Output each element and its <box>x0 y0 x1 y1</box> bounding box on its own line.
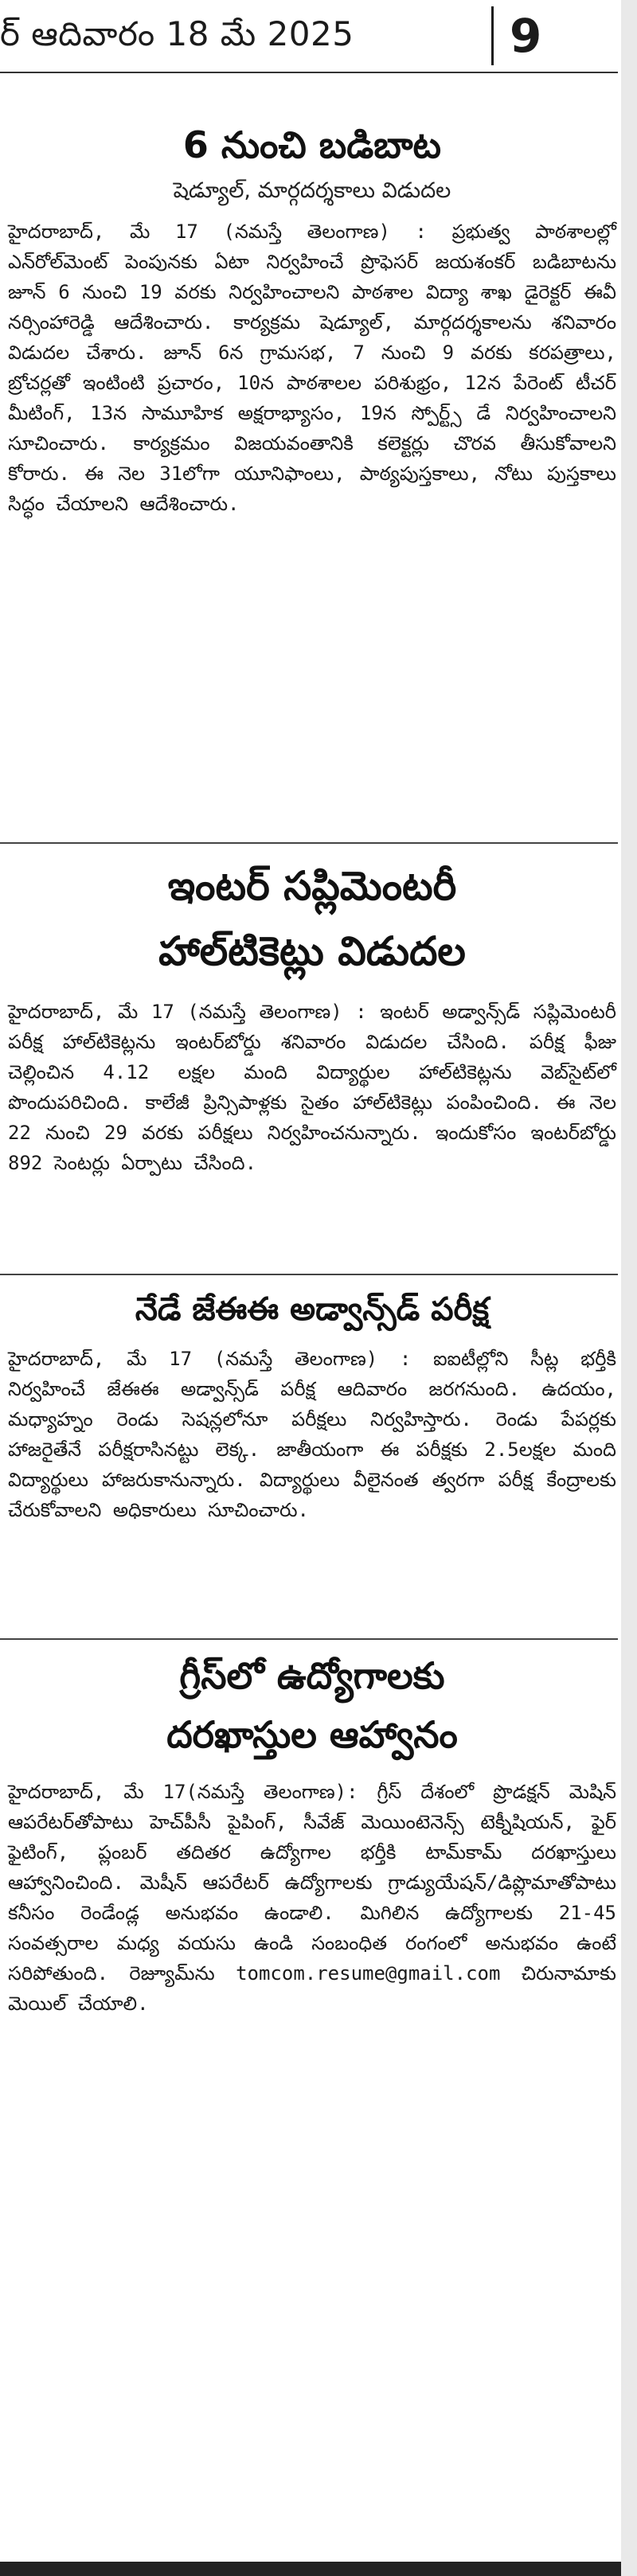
article-headline-line1: గ్రీస్‌లో ఉద్యోగాలకు <box>179 1654 445 1697</box>
article-body: హైదరాబాద్, మే 17(నమస్తే తెలంగాణ): గ్రీస్ దేశంలో ప్రొడక్షన్ మెషిన్ ఆపరేటర్‌తోపాటు హెచ్‌పీసీ పైపింగ్, సీవేజ్ మెయింటెనెన్స్ టెక్నీషియన్, ఫైర్ ఫైటింగ్, ప్లంబర్ తదితర ఉద్యోగాల భర్తీకి టామ్‌కామ్ దరఖాస్తులు ఆహ్వానించింది. మెషీన్ ఆపరేటర్ ఉద్యోగాలకు గ్రాడ్యుయేషన్/డిప్లొమాతోపాటు కనీసం రెండేండ్ల అనుభవం ఉండాలి. మిగిలిన ఉద్యోగాలకు 21-45 సంవత్సరాల మధ్య వయసు ఉండి సంబంధిత రంగంలో అనుభవం ఉంటే సరిపోతుంది. రెజ్యూమ్‌ను tomcom.resume@gmail.com చిరునామాకు మెయిల్ చేయాలి. <box>8 1781 616 2015</box>
article-divider <box>0 1274 618 1275</box>
article-body: హైదరాబాద్, మే 17 (నమస్తే తెలంగాణ) : ఇంటర్ అడ్వాన్స్‌డ్ సప్లిమెంటరీ పరీక్ష హాల్‌టికెట్లను ఇంటర్‌బోర్డు శనివారం విడుదల చేసింది. పరీక్ష ఫీజు చెల్లించిన 4.12 లక్షల మంది విద్యార్థుల హాల్‌టికెట్లను వెబ్‌సైట్‌లో పొందుపరిచింది. కాలేజీ ప్రిన్సిపాళ్లకు సైతం హాల్‌టికెట్లు పంపించింది. ఈ నెల 22 నుంచి 29 వరకు పరీక్షలు నిర్వహించనున్నారు. ఇందుకోసం ఇంటర్‌బోర్డు 892 సెంటర్లు ఏర్పాటు చేసింది. <box>8 1001 616 1174</box>
article-headline-line2: హాల్‌టికెట్లు విడుదల <box>158 928 466 974</box>
article-headline-line1: ఇంటర్ సప్లిమెంటరీ <box>167 863 457 909</box>
page-edge <box>621 0 637 2576</box>
header-rule <box>0 72 618 73</box>
next-page-strip <box>0 2562 621 2576</box>
article-body: హైదరాబాద్, మే 17 (నమస్తే తెలంగాణ) : ప్రభుత్వ పాఠశాలల్లో ఎన్‌రోల్‌మెంట్ పెంపునకు ఏటా నిర్వహించే ప్రొఫెసర్ జయశంకర్ బడిబాటను జూన్ 6 నుంచి 19 వరకు నిర్వహించాలని పాఠశాల విద్యా శాఖ డైరెక్టర్ ఈవీ నర్సింహారెడ్డి ఆదేశించారు. కార్యక్రమ షెడ్యూల్, మార్గదర్శకాలను శనివారం విడుదల చేశారు. జూన్ 6న గ్రామసభ, 7 నుంచి 9 వరకు కరపత్రాలు, బ్రోచర్లతో ఇంటింటి ప్రచారం, 10న పాఠశాలల పరిశుభ్రం, 12న పేరెంట్ టీచర్ మీటింగ్, 13న సామూహిక అక్షరాభ్యాసం, 19న స్పోర్ట్స్ డే నిర్వహించాలని సూచించారు. కార్యక్రమం విజయవంతానికి కలెక్టర్లు చొరవ తీసుకోవాలని కోరారు. ఈ నెల 31లోగా యూనిఫాంలు, పాఠ్యపుస్తకాలు, నోటు పుస్తకాలు సిద్ధం చేయాలని ఆదేశించారు. <box>8 221 616 515</box>
article-greece-jobs <box>8 1646 616 2019</box>
article-divider <box>0 842 618 844</box>
article-headline: 6 నుంచి బడిబాట <box>182 123 442 166</box>
edition-date: ర్ ఆదివారం 18 మే 2025 <box>0 14 354 53</box>
article-divider <box>0 1638 618 1640</box>
page-header <box>0 0 637 70</box>
article-badibata <box>8 119 616 519</box>
article-body: హైదరాబాద్, మే 17 (నమస్తే తెలంగాణ) : ఐఐటీల్లోని సీట్ల భర్తీకి నిర్వహించే జేఈఈ అడ్వాన్స్‌డ్ పరీక్ష ఆదివారం జరగనుంది. ఉదయం, మధ్యాహ్నం రెండు సెషన్లలోనూ పరీక్షలు నిర్వహిస్తారు. రెండు పేపర్లకు హాజరైతేనే పరీక్షరాసినట్టు లెక్క. జాతీయంగా ఈ పరీక్షకు 2.5లక్షల మంది విద్యార్థులు హాజరుకానున్నారు. విద్యార్థులు వీలైనంత త్వరగా పరీక్ష కేంద్రాలకు చేరుకోవాలని అధికారులు సూచించారు. <box>8 1348 617 1521</box>
article-subhead: షెడ్యూల్, మార్గదర్శకాలు విడుదల <box>173 178 451 203</box>
article-jee-advanced <box>8 1283 616 1525</box>
article-headline-line2: దరఖాస్తుల ఆహ్వానం <box>166 1713 458 1756</box>
article-inter-supplementary <box>8 853 616 1178</box>
page-number: 9 <box>510 9 542 63</box>
header-divider <box>491 6 494 65</box>
article-headline: నేడే జేఈఈ అడ్వాన్స్‌డ్ పరీక్ష <box>135 1291 490 1328</box>
